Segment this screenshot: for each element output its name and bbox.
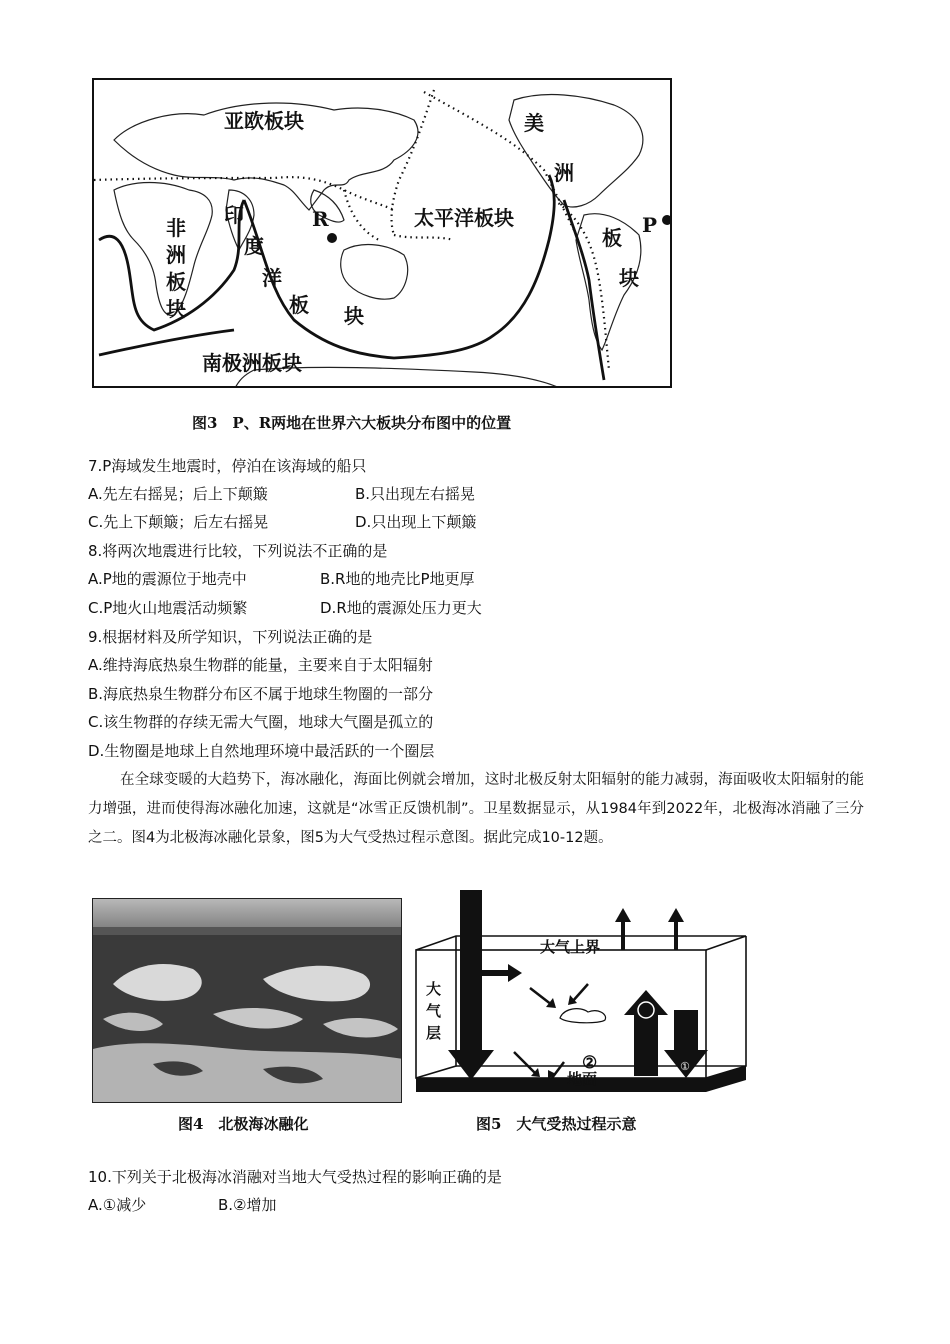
figure5-diagram <box>412 890 752 1108</box>
label-america-4: 块 <box>619 266 639 290</box>
question-7-option-a: A.先左右摇晃；后上下颠簸 <box>88 485 268 503</box>
figure3-caption: 图3 P、R两地在世界六大板块分布图中的位置 <box>192 414 512 432</box>
question-8-option-c: C.P地火山地震活动频繁 <box>88 599 248 617</box>
continent-outlines <box>114 95 643 388</box>
label-india-5: 块 <box>344 304 364 328</box>
question-9-stem: 9.根据材料及所学知识，下列说法正确的是 <box>88 628 373 646</box>
label-point-r: R <box>312 207 329 231</box>
label-india-2: 度 <box>244 234 264 258</box>
label-india-1: 印 <box>224 203 244 227</box>
label-atmosphere-top: 大气上界 <box>540 938 601 956</box>
marker-2: ② <box>582 1053 598 1073</box>
sea-ice-illustration <box>93 899 402 1103</box>
question-8-option-b: B.R地的地壳比P地更厚 <box>320 570 475 588</box>
label-africa-3: 板 <box>166 270 186 294</box>
question-9-option-d: D.生物圈是地球上自然地理环境中最活跃的一个圈层 <box>88 742 435 760</box>
plate-map-svg <box>94 80 672 388</box>
question-9-option-b: B.海底热泉生物群分布区不属于地球生物圈的一部分 <box>88 685 434 703</box>
figure5-caption: 图5 大气受热过程示意 <box>476 1115 637 1133</box>
label-america-2: 洲 <box>554 161 574 185</box>
question-7-option-b: B.只出现左右摇晃 <box>355 485 476 503</box>
label-atmosphere-layer-1: 大 <box>426 980 442 998</box>
label-africa-2: 洲 <box>166 243 186 267</box>
label-america-3: 板 <box>602 226 622 250</box>
label-ground: 地面 <box>567 1070 598 1088</box>
question-10-option-a: A.①减少 <box>88 1196 147 1214</box>
question-7-stem: 7.P海域发生地震时，停泊在该海域的船只 <box>88 457 367 475</box>
label-atmosphere-layer-2: 气 <box>426 1002 442 1020</box>
label-india-4: 板 <box>289 293 309 317</box>
figure4-photo <box>92 898 402 1103</box>
label-eurasia-plate: 亚欧板块 <box>224 109 304 133</box>
reading-passage: 在全球变暖的大趋势下，海冰融化，海面比例就会增加，这时北极反射太阳辐射的能力减弱，海面吸收太阳辐射的能力增强，进而使得海冰融化加速，这就是“冰雪正反馈机制”。卫星数据显示，从1984年到2022年，北极海冰消融了三分之二。图4为北极海冰融化景象，图5为大气受热过程示意图。据此完成10-12题。 <box>88 772 864 846</box>
question-7-option-d: D.只出现上下颠簸 <box>355 513 477 531</box>
label-point-p: P <box>642 213 658 237</box>
question-9-option-a: A.维持海底热泉生物群的能量，主要来自于太阳辐射 <box>88 656 433 674</box>
question-9-option-c: C.该生物群的存续无需大气圈，地球大气圈是孤立的 <box>88 713 434 731</box>
label-india-3: 洋 <box>262 266 282 290</box>
question-8-stem: 8.将两次地震进行比较，下列说法不正确的是 <box>88 542 388 560</box>
label-africa-4: 块 <box>166 297 186 321</box>
plate-map <box>92 78 672 388</box>
label-atmosphere-layer-3: 层 <box>426 1024 442 1042</box>
label-africa-1: 非 <box>166 216 186 240</box>
label-america-1: 美 <box>524 111 544 135</box>
question-10-option-b: B.②增加 <box>218 1196 277 1214</box>
marker-1: ① <box>680 1060 690 1073</box>
question-7-option-c: C.先上下颠簸；后左右摇晃 <box>88 513 269 531</box>
label-antarctic-plate: 南极洲板块 <box>202 351 302 375</box>
question-10-stem: 10.下列关于北极海冰消融对当地大气受热过程的影响正确的是 <box>88 1168 502 1186</box>
point-r-marker <box>327 233 337 243</box>
point-p-marker <box>662 215 672 225</box>
question-8-option-a: A.P地的震源位于地壳中 <box>88 570 247 588</box>
figure4-caption: 图4 北极海冰融化 <box>178 1115 309 1133</box>
heating-process-svg <box>412 890 752 1108</box>
label-pacific-plate: 太平洋板块 <box>414 206 514 230</box>
question-8-option-d: D.R地的震源处压力更大 <box>320 599 482 617</box>
